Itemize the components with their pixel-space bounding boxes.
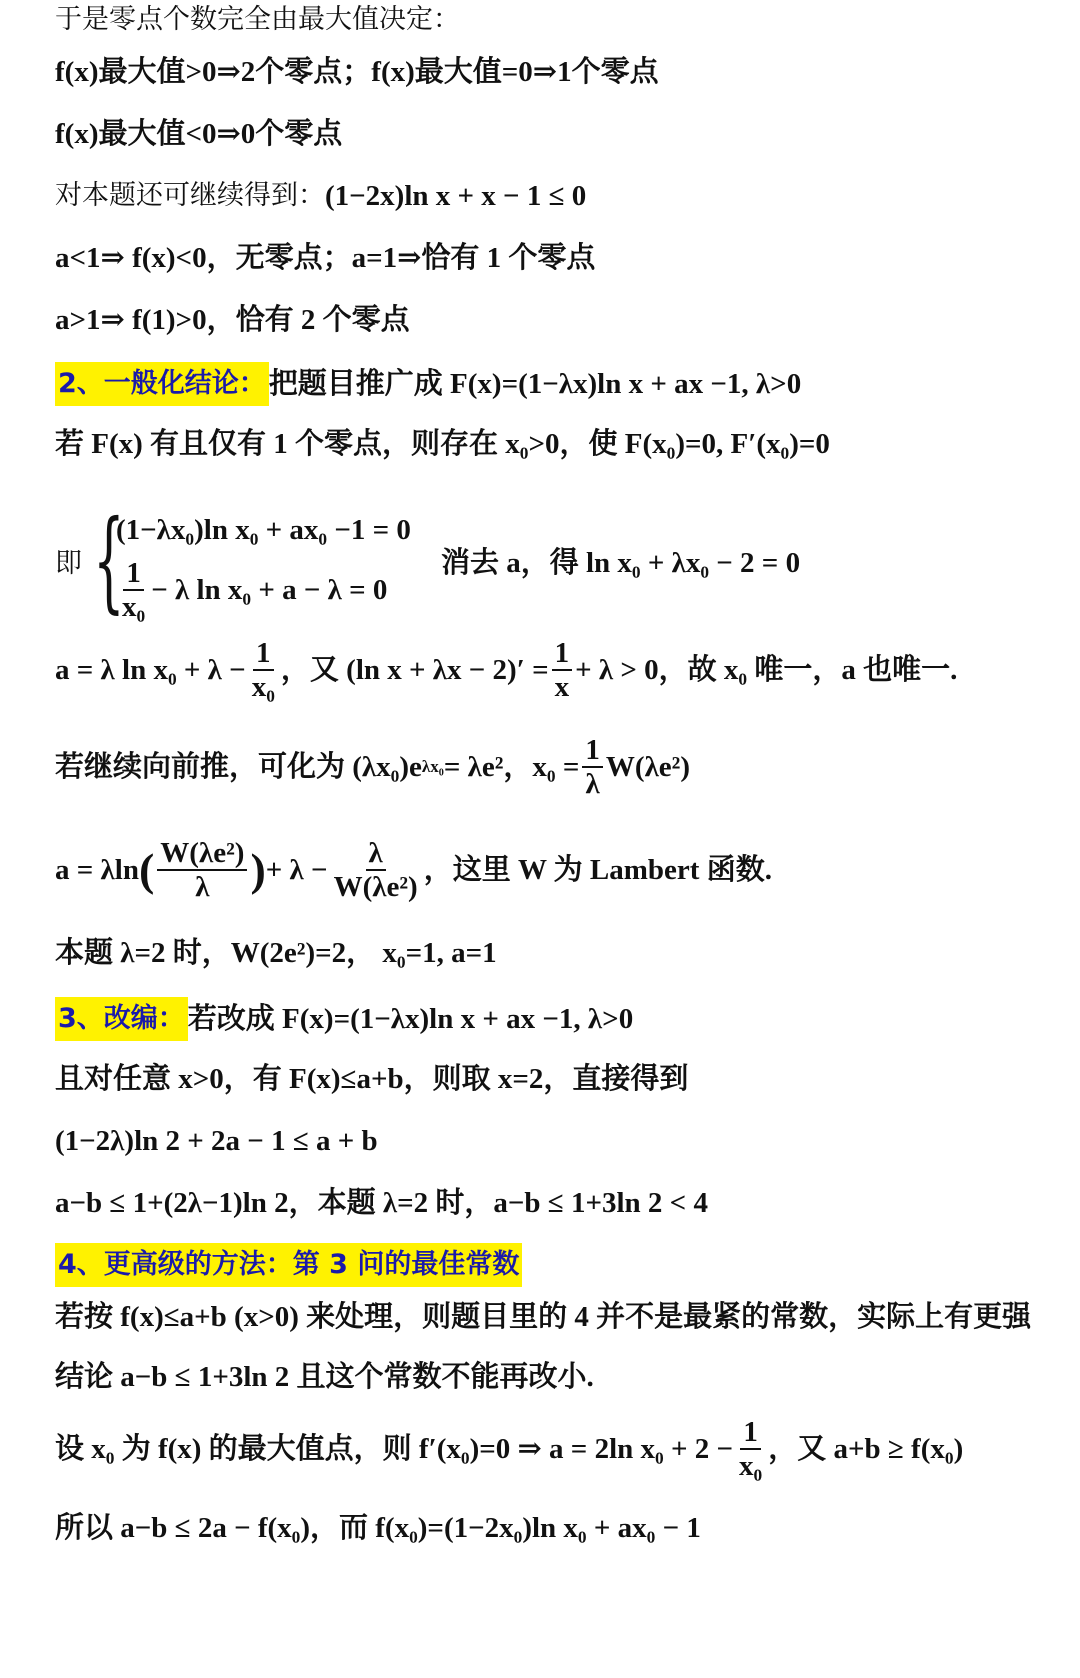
- denominator: λ: [585, 768, 600, 800]
- denominator: W(λe²): [333, 871, 418, 903]
- line-text: 若按 f(x)≤a+b (x>0) 来处理，则题目里的 4 并不是最紧的常数，实际上有更强: [55, 1301, 1032, 1333]
- highlighted-heading: 4、更高级的方法：第 3 问的最佳常数: [55, 1243, 522, 1287]
- formula: (1−2x)ln x + x − 1 ≤ 0: [325, 180, 587, 212]
- formula: = λe²，x₀ =: [443, 751, 580, 783]
- text-line-8: [55, 424, 830, 464]
- formula: 设 x₀ 为 f(x) 的最大值点，则 f′(x₀)=0 ⇒ a = 2ln x₀ + 2 −: [55, 1433, 734, 1465]
- section-heading-2: [55, 362, 801, 406]
- text-line-20: [55, 1357, 594, 1397]
- text-line-5: [55, 238, 595, 278]
- system-rows: [116, 505, 411, 623]
- fraction: [331, 837, 421, 903]
- line-text: 对本题还可继续得到：: [55, 180, 325, 211]
- text-line-4: [55, 176, 586, 216]
- line-text: a>1⇒ f(1)>0，恰有 2 个零点: [55, 304, 410, 336]
- highlighted-heading: 2、一般化结论：: [55, 362, 269, 406]
- formula: − λ ln x₀ + a − λ = 0: [151, 573, 388, 606]
- formula: ，又 (ln x + λx − 2)′ =: [280, 654, 549, 686]
- text-line-21: [55, 1416, 963, 1482]
- formula: 消去 a，得 ln x₀ + λx₀ − 2 = 0: [440, 546, 801, 579]
- equation-system: [55, 496, 801, 624]
- fraction: [582, 734, 603, 800]
- system-prefix: 即: [55, 547, 82, 579]
- formula: a = λ ln x₀ + λ −: [55, 654, 246, 686]
- text-line-1: [55, 0, 460, 40]
- denominator: x₀: [122, 591, 146, 623]
- text-line-19: [55, 1297, 1031, 1337]
- formula: ，又 a+b ≥ f(x₀): [768, 1433, 964, 1465]
- numerator: 1: [552, 637, 573, 671]
- fraction: [249, 637, 278, 703]
- line-text: 于是零点个数完全由最大值决定：: [55, 4, 460, 35]
- text-line-22: [55, 1508, 701, 1548]
- fraction: [552, 637, 573, 703]
- denominator: x₀: [251, 671, 275, 703]
- denominator: x: [554, 671, 570, 703]
- line-text: a<1⇒ f(x)<0，无零点；a=1⇒恰有 1 个零点: [55, 242, 596, 274]
- denominator: λ: [195, 871, 210, 903]
- numerator: 1: [253, 637, 274, 671]
- highlighted-heading: 3、改编：: [55, 997, 188, 1041]
- left-paren: (: [138, 844, 155, 895]
- fraction: [736, 1416, 765, 1482]
- line-text: 本题 λ=2 时，W(2e²)=2， x₀=1, a=1: [55, 937, 497, 969]
- text-line-13: [55, 933, 497, 973]
- line-text: 结论 a−b ≤ 1+3ln 2 且这个常数不能再改小.: [55, 1361, 594, 1393]
- numerator: 1: [123, 557, 144, 591]
- line-text: (1−2λ)ln 2 + 2a − 1 ≤ a + b: [55, 1125, 378, 1157]
- section-heading-3: [55, 997, 633, 1041]
- system-row-2: [116, 557, 411, 623]
- denominator: x₀: [739, 1450, 763, 1482]
- numerator: 1: [740, 1416, 761, 1450]
- text-line-12: [55, 830, 772, 910]
- text-line-15: [55, 1059, 688, 1099]
- system-row-1: [116, 505, 411, 555]
- text-line-3: [55, 114, 342, 154]
- numerator: W(λe²): [157, 837, 247, 871]
- formula: 若改成 F(x)=(1−λx)ln x + ax −1, λ>0: [187, 1003, 634, 1035]
- formula: + λ −: [265, 854, 328, 886]
- section-heading-4: [55, 1243, 522, 1287]
- line-text: 若 F(x) 有且仅有 1 个零点，则存在 x₀>0，使 F(x₀)=0, F′(x₀)=0: [55, 428, 830, 460]
- fraction: [157, 837, 247, 903]
- text-line-11: [55, 734, 691, 800]
- exponent: λx₀: [421, 757, 444, 776]
- formula: + λ > 0，故 x₀ 唯一，a 也唯一.: [575, 654, 958, 686]
- numerator: λ: [366, 837, 386, 871]
- formula: ，这里 W 为 Lambert 函数.: [423, 854, 772, 886]
- formula: (1−λx₀)ln x₀ + ax₀ −1 = 0: [116, 513, 411, 546]
- line-text: f(x)最大值<0⇒0个零点: [55, 118, 343, 150]
- line-text: 所以 a−b ≤ 2a − f(x₀)，而 f(x₀)=(1−2x₀)ln x₀ + ax₀ − 1: [55, 1512, 701, 1544]
- right-paren: ): [250, 844, 266, 895]
- text-line-16: [55, 1121, 378, 1161]
- formula: a = λln: [55, 854, 139, 886]
- left-brace: {: [93, 496, 125, 624]
- line-text: f(x)最大值>0⇒2个零点；f(x)最大值=0⇒1个零点: [55, 56, 659, 88]
- text-line-10: [55, 637, 958, 703]
- text-line-6: [55, 300, 410, 340]
- formula: W(λe²): [605, 751, 691, 783]
- formula: 把题目推广成 F(x)=(1−λx)ln x + ax −1, λ>0: [268, 368, 802, 400]
- text-line-17: [55, 1183, 708, 1223]
- formula: 若继续向前推，可化为 (λx₀)e: [55, 751, 422, 783]
- numerator: 1: [582, 734, 603, 768]
- text-line-2: [55, 52, 659, 92]
- line-text: a−b ≤ 1+(2λ−1)ln 2，本题 λ=2 时，a−b ≤ 1+3ln 2 < 4: [55, 1187, 708, 1219]
- line-text: 且对任意 x>0，有 F(x)≤a+b，则取 x=2，直接得到: [55, 1063, 689, 1095]
